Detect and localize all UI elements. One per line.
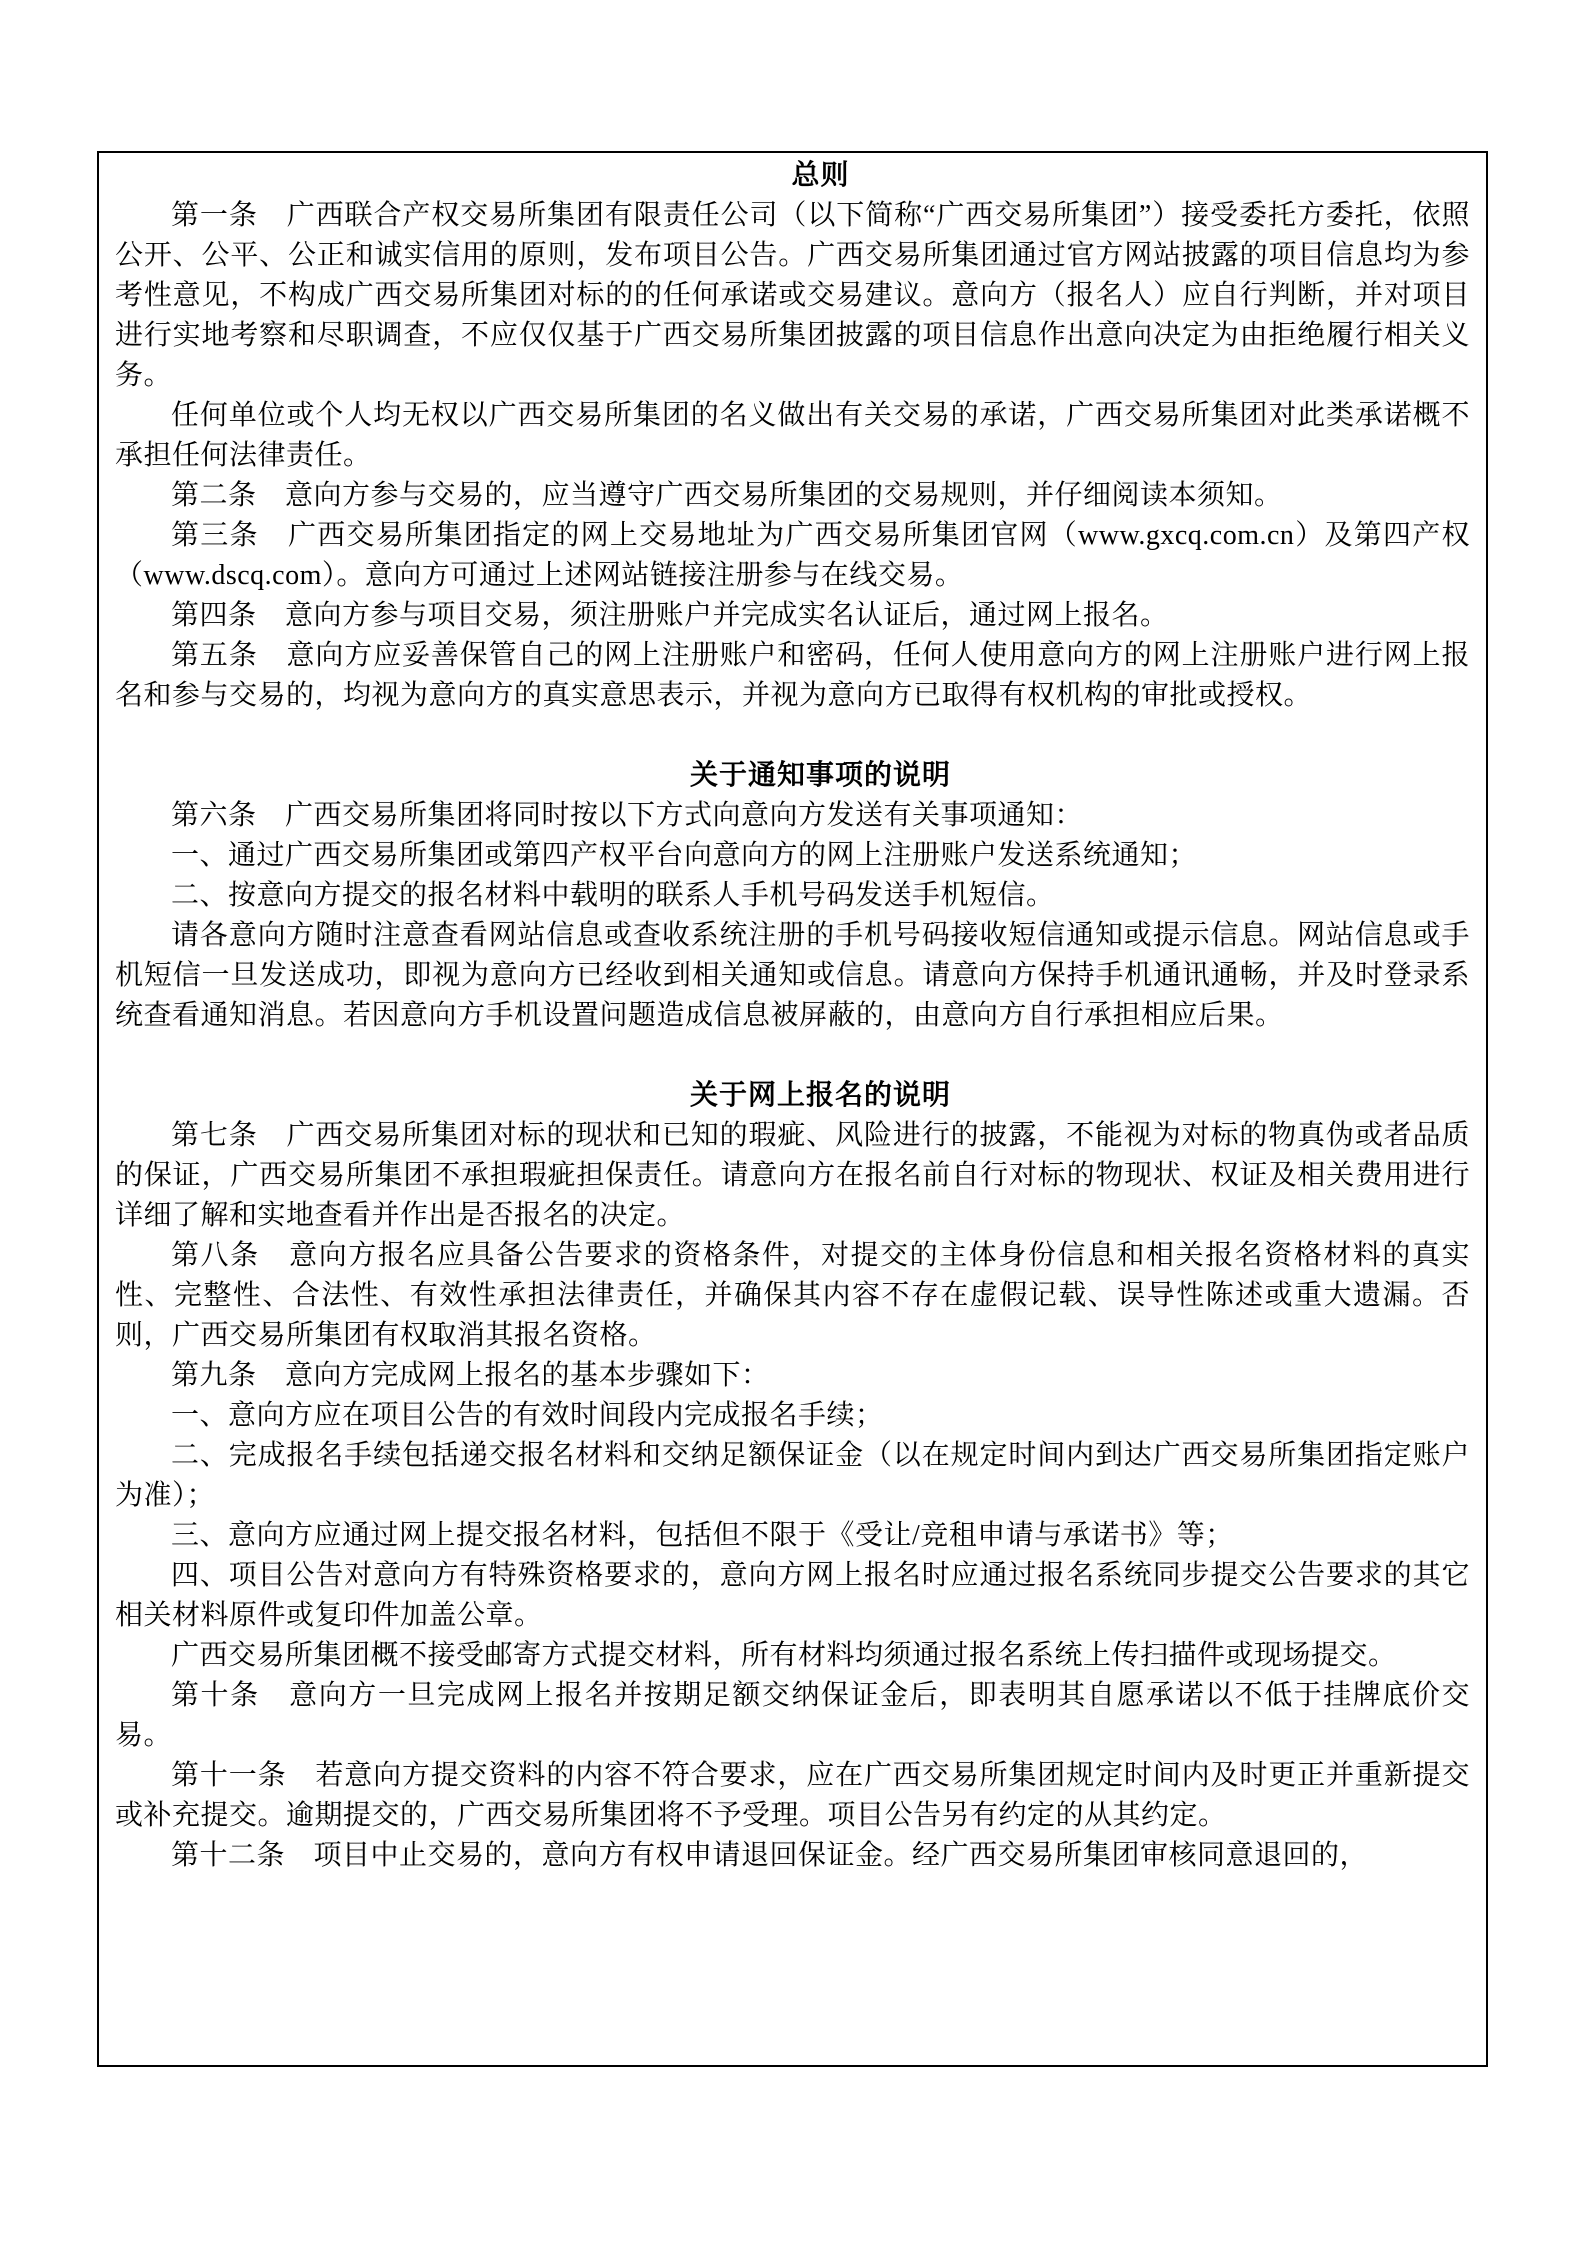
article-6-paragraph: 第六条 广西交易所集团将同时按以下方式向意向方发送有关事项通知： [171,800,1084,831]
article-9-paragraph: 第九条 意向方完成网上报名的基本步骤如下： [171,1360,770,1391]
article-9-item-1: 一、意向方应在项目公告的有效时间段内完成报名手续； [171,1400,884,1431]
registration-section-heading: 关于网上报名的说明 [689,1080,951,1111]
article-1-paragraph: 第一条 广西联合产权交易所集团有限责任公司（以下简称“广西交易所集团”）接受委托方委托，依照公开、公平、公正和诚实信用的原则，发布项目公告。广西交易所集团通过官方网站披露的项目信息均为参考性意见，不构成广西交易所集团对标的的任何承诺或交易建议。意向方（报名人）应自行判断，并对项目进行实地考察和尽职调查，不应仅仅基于广西交易所集团披露的项目信息作出意向决定为由拒绝履行相关义务。 [115,200,1470,391]
article-11-paragraph: 第十一条 若意向方提交资料的内容不符合要求，应在广西交易所集团规定时间内及时更正并重新提交或补充提交。逾期提交的，广西交易所集团将不予受理。项目公告另有约定的从其约定。 [115,1760,1470,1831]
no-unauthorized-promise-paragraph: 任何单位或个人均无权以广西交易所集团的名义做出有关交易的承诺，广西交易所集团对此类承诺概不承担任何法律责任。 [115,400,1470,471]
article-2-paragraph: 第二条 意向方参与交易的，应当遵守广西交易所集团的交易规则，并仔细阅读本须知。 [171,480,1283,511]
article-9-item-2: 二、完成报名手续包括递交报名材料和交纳足额保证金（以在规定时间内到达广西交易所集团指定账户为准）； [115,1440,1470,1511]
article-6-item-1: 一、通过广西交易所集团或第四产权平台向意向方的网上注册账户发送系统通知； [171,840,1198,871]
notice-document-box [97,151,1488,2067]
article-8-paragraph: 第八条 意向方报名应具备公告要求的资格条件，对提交的主体身份信息和相关报名资格材料的真实性、完整性、合法性、有效性承担法律责任，并确保其内容不存在虚假记载、误导性陈述或重大遗漏。否则，广西交易所集团有权取消其报名资格。 [115,1240,1470,1351]
no-mail-submission-paragraph: 广西交易所集团概不接受邮寄方式提交材料，所有材料均须通过报名系统上传扫描件或现场提交。 [171,1640,1397,1671]
notice-section-heading: 关于通知事项的说明 [689,760,951,791]
article-3-paragraph: 第三条 广西交易所集团指定的网上交易地址为广西交易所集团官网（www.gxcq.com.cn）及第四产权（www.dscq.com）。意向方可通过上述网站链接注册参与在线交易。 [115,520,1470,591]
article-9-item-3: 三、意向方应通过网上提交报名材料，包括但不限于《受让/竞租申请与承诺书》等； [171,1520,1234,1551]
article-6-item-2: 二、按意向方提交的报名材料中载明的联系人手机号码发送手机短信。 [171,880,1055,911]
notice-reminder-paragraph: 请各意向方随时注意查看网站信息或查收系统注册的手机号码接收短信通知或提示信息。网站信息或手机短信一旦发送成功，即视为意向方已经收到相关通知或信息。请意向方保持手机通讯通畅，并及时登录系统查看通知消息。若因意向方手机设置问题造成信息被屏蔽的，由意向方自行承担相应后果。 [115,920,1470,1031]
article-5-paragraph: 第五条 意向方应妥善保管自己的网上注册账户和密码，任何人使用意向方的网上注册账户进行网上报名和参与交易的，均视为意向方的真实意思表示，并视为意向方已取得有权机构的审批或授权。 [115,640,1470,711]
article-10-paragraph: 第十条 意向方一旦完成网上报名并按期足额交纳保证金后，即表明其自愿承诺以不低于挂牌底价交易。 [115,1680,1470,1751]
article-4-paragraph: 第四条 意向方参与项目交易，须注册账户并完成实名认证后，通过网上报名。 [171,600,1169,631]
article-12-paragraph: 第十二条 项目中止交易的，意向方有权申请退回保证金。经广西交易所集团审核同意退回的， [171,1840,1369,1871]
general-provisions-heading: 总则 [791,160,850,191]
article-7-paragraph: 第七条 广西交易所集团对标的现状和已知的瑕疵、风险进行的披露，不能视为对标的物真伪或者品质的保证，广西交易所集团不承担瑕疵担保责任。请意向方在报名前自行对标的物现状、权证及相关费用进行详细了解和实地查看并作出是否报名的决定。 [115,1120,1470,1231]
article-9-item-4: 四、项目公告对意向方有特殊资格要求的，意向方网上报名时应通过报名系统同步提交公告要求的其它相关材料原件或复印件加盖公章。 [115,1560,1470,1631]
